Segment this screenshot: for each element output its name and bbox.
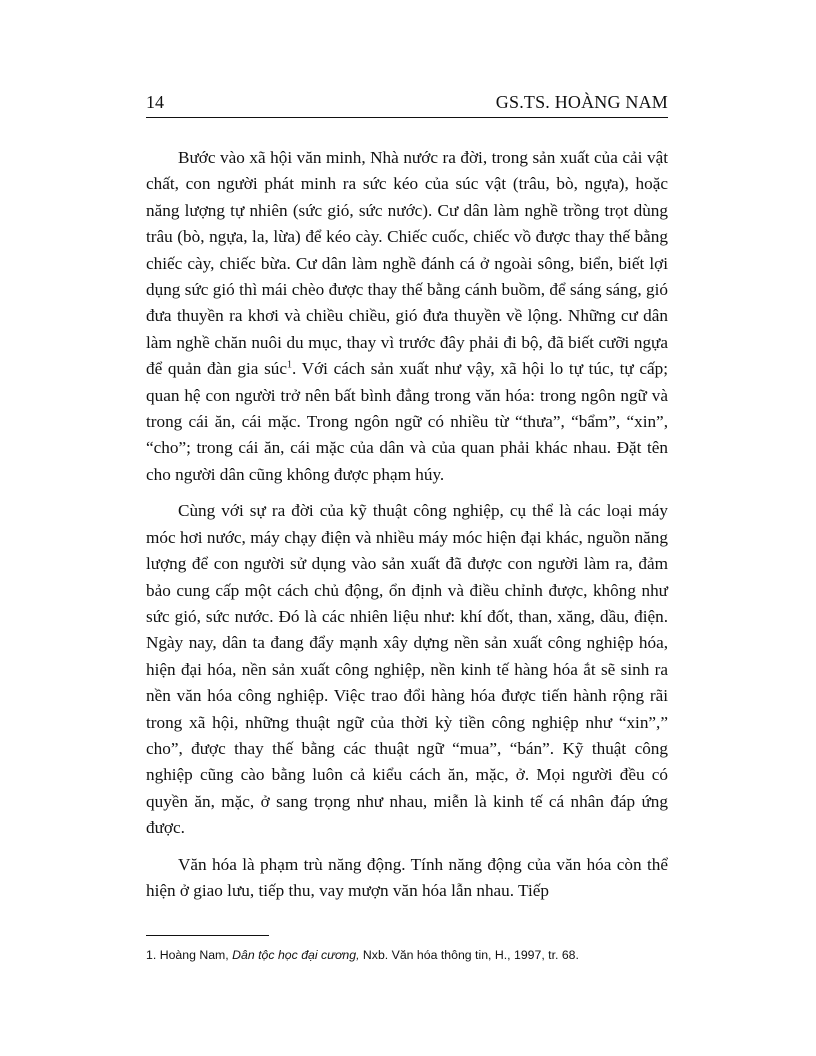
running-head: GS.TS. HOÀNG NAM: [495, 92, 668, 112]
paragraph-1-text: Bước vào xã hội văn minh, Nhà nước ra đời, trong sản xuất của cải vật chất, con người phát minh ra sức kéo của súc vật (trâu, bò, ngựa), hoặc năng lượng tự nhiên (sức gió, sức nước). Cư dân làm nghề trồng trọt dùng trâu (bò, ngựa, la, lừa) để kéo cày. Chiếc cuốc, chiếc vồ được thay thế bằng chiếc cày, chiếc bừa. Cư dân làm nghề đánh cá ở ngoài sông, biển, biết lợi dụng sức gió thì mái chèo được thay thế bằng cánh buồm, để sáng sáng, gió đưa thuyền ra khơi và chiều chiều, gió đưa thuyền về lộng. Những cư dân làm nghề chăn nuôi du mục, thay vì trước đây phải đi bộ, đã biết cưỡi ngựa để quản đàn gia súc: [146, 148, 668, 379]
footnote-number: 1.: [146, 948, 157, 962]
footnote-publication: Nxb. Văn hóa thông tin, H., 1997, tr. 68.: [362, 948, 579, 962]
paragraph-1: [146, 145, 668, 488]
page-header: [146, 90, 668, 120]
footnote-rule: [146, 935, 269, 936]
paragraph-2: Cùng với sự ra đời của kỹ thuật công nghiệp, cụ thể là các loại máy móc hơi nước, máy chạy điện và nhiều máy móc hiện đại khác, nguồn năng lượng để con người sử dụng vào sản xuất đã được con người làm ra, đảm bảo cung cấp một cách chủ động, ổn định và điều chỉnh được, không như sức gió, sức nước. Đó là các nhiên liệu như: khí đốt, than, xăng, dầu, điện. Ngày nay, dân ta đang đẩy mạnh xây dựng nền sản xuất công nghiệp hóa, hiện đại hóa, nền sản xuất công nghiệp, nền kinh tế hàng hóa ắt sẽ sinh ra nền văn hóa công nghiệp. Việc trao đổi hàng hóa được tiến hành rộng rãi trong xã hội, những thuật ngữ của thời kỳ tiền công nghiệp như “xin”,” cho”, được thay thế bằng các thuật ngữ “mua”, “bán”. Kỹ thuật công nghiệp cũng cào bằng luôn cả kiểu cách ăn, mặc, ở. Mọi người đều có quyền ăn, mặc, ở sang trọng như nhau, miễn là kinh tế cá nhân đáp ứng được.: [146, 501, 668, 838]
paragraph-3: Văn hóa là phạm trù năng động. Tính năng động của văn hóa còn thể hiện ở giao lưu, tiếp thu, vay mượn văn hóa lẫn nhau. Tiếp: [146, 854, 668, 900]
footnote-title: Dân tộc học đại cương,: [232, 948, 360, 962]
footnote-author: Hoàng Nam,: [159, 948, 229, 962]
header-rule: [146, 117, 668, 118]
footnote-reference: 1: [287, 359, 293, 371]
body-text: [146, 145, 668, 914]
page-number: 14: [146, 92, 164, 112]
paragraph-1-text-continued: . Với cách sản xuất như vậy, xã hội lo tự túc, tự cấp; quan hệ con người trở nên bất bình đẳng trong văn hóa: trong ngôn ngữ và trong cái ăn, cái mặc. Trong ngôn ngữ có nhiều từ “thưa”, “bẩm”, “xin”, “cho”; trong cái ăn, cái mặc của dân và của quan phải khác nhau. Đặt tên cho người dân cũng không được phạm húy.: [146, 359, 669, 484]
footnote: [146, 946, 676, 964]
